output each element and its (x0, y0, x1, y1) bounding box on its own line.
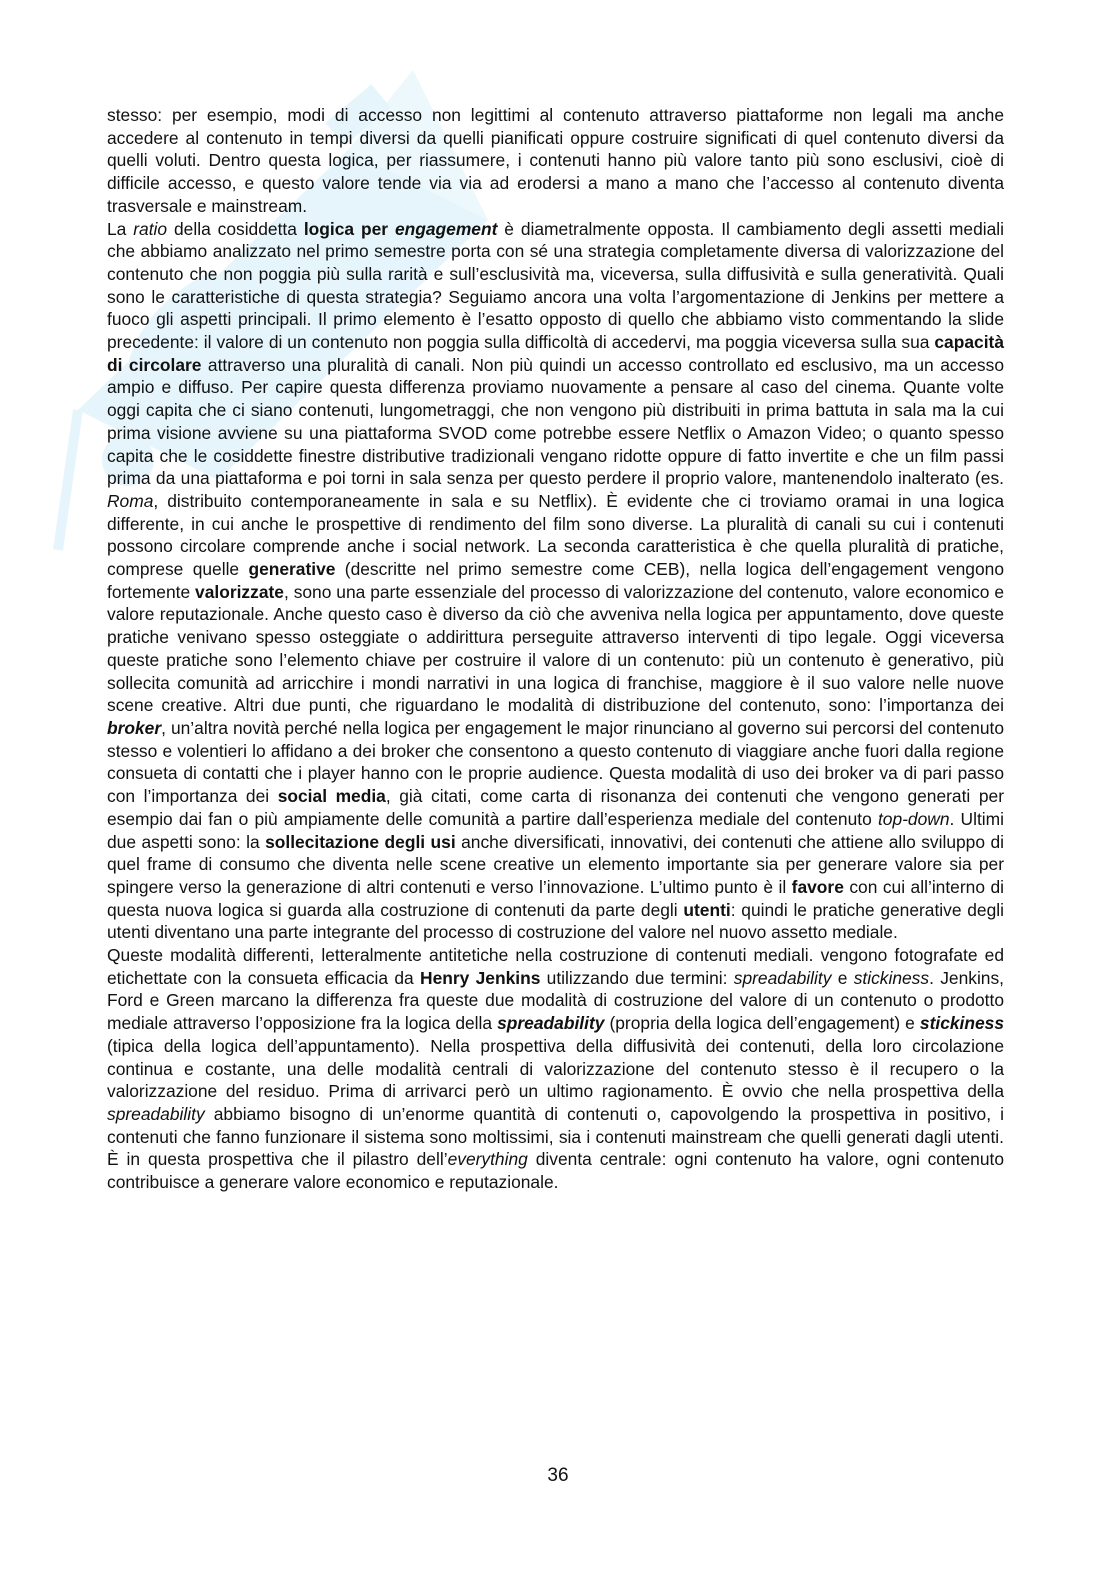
italic-text: stickiness (853, 967, 930, 988)
paragraph (107, 218, 1004, 945)
text-run: attraverso una pluralità di canali. Non più quindi un accesso controllato ed esclusivo, ma un accesso ampio e diffuso. Per capire questa differenza proviamo nuovamente a pensare al caso del cinema. Quante volte oggi capita che ci siano contenuti, lungometraggi, che non vengono più distribuiti in prima battuta in sala ma la cui prima visione avviene su una piattaforma SVOD come potrebbe essere Netflix o Amazon Video; o quanto spesso capita che le cosiddette finestre distributive tradizionali vengano ridotte oppure di fatto invertite e che un film passi prima da una piattaforma e poi torni in sala senza per questo perdere il proprio valore, mantenendolo inalterato (es. (107, 354, 1004, 489)
text-run: . Ultimi due aspetti sono: la (107, 808, 1004, 852)
text-run: con cui all’interno di questa nuova logica si guarda alla costruzione di contenuti da parte degli (107, 876, 1004, 920)
text-run: (propria della logica dell’engagement) e (604, 1013, 920, 1034)
text-run: e (831, 967, 854, 988)
text-run: diventa centrale: ogni contenuto ha valore, ogni contenuto contribuisce a generare valore economico e reputazionale. (107, 1149, 1004, 1193)
text-run: anche diversificati, innovativi, dei contenuti che attiene allo sviluppo di quel frame di consumo che diventa nelle scene creative un elemento importante sia per generare valore sia per spingere verso la generazione di altri contenuti e verso l’innovazione. L’ultimo punto è il (107, 831, 1004, 897)
bold-text: social media (277, 786, 386, 807)
bold-text: utenti (683, 899, 731, 920)
text-run: . Jenkins, Ford e Green marcano la differenza fra queste due modalità di costruzione del valore di un contenuto o prodotto mediale attraverso l’opposizione fra la logica della (107, 967, 1005, 1034)
paragraph (107, 944, 1004, 1194)
bold-italic-text: broker (107, 717, 162, 738)
bold-italic-text: spreadability (497, 1013, 605, 1034)
bold-text: generative (248, 559, 336, 580)
text-run: , già citati, come carta di risonanza dei contenuti che vengono generati per esempio dai fan o più ampiamente delle comunità a partire dall’esperienza mediale del contenuto (107, 786, 1004, 829)
text-run: , sono una parte essenziale del processo di valorizzazione del contenuto, valore economico e valore reputazionale. Anche questo caso è diverso da ciò che avveniva nella logica per appuntamento, dove queste pratiche venivano spesso osteggiate o addirittura perseguite attraverso interventi di tipo legale. Oggi viceversa queste pratiche sono l’elemento chiave per costruire il valore di un contenuto: più un contenuto è generativo, più sollecita comunità ad arricchire i mondi narrativi in una logica di franchise, maggiore è il suo valore nelle nuove scene creative. Altri due punti, che riguardano le modalità di distribuzione del contenuto, sono: l’importanza dei (107, 581, 1005, 716)
bold-text: favore (791, 876, 844, 897)
italic-text: everything (447, 1149, 528, 1170)
italic-text: spreadability (733, 967, 832, 988)
text-run: stesso: per esempio, modi di accesso non legittimi al contenuto attraverso piattaforme non legali ma anche accedere al contenuto in tempi diversi da quelli pianificati oppure costruire significati di quel contenuto diversi da quelli voluti. Dentro questa logica, per riassumere, i contenuti hanno più valore tanto più sono esclusivi, cioè di difficile accesso, e questo valore tende via via ad erodersi a mano a mano che l’accesso al contenuto diventa trasversale e mainstream. (107, 105, 1004, 216)
document-body (107, 104, 1004, 1194)
text-run: abbiamo bisogno di un’enorme quantità di contenuti o, capovolgendo la prospettiva in positivo, i contenuti che fanno funzionare il sistema sono moltissimi, sia i contenuti mainstream che quelli generati dagli utenti. È in questa prospettiva che il pilastro dell’ (107, 1103, 1004, 1170)
bold-text: logica per (303, 218, 395, 239)
italic-text: spreadability (107, 1103, 205, 1124)
text-run: , un’altra novità perché nella logica per engagement le major rinunciano al governo sui percorsi del contenuto stesso e volentieri lo affidano a dei broker che consentono a questo contenuto di viaggiare anche fuori dalla regione consueta di contatti che i player hanno con le proprie audience. Questa modalità di uso dei broker va di pari passo con l’importanza dei (107, 717, 1004, 807)
text-run: della cosiddetta (167, 218, 304, 239)
bold-text: Henry Jenkins (420, 967, 541, 988)
text-run: utilizzando due termini: (540, 967, 734, 988)
italic-text: ratio (133, 218, 168, 239)
italic-text: top-down (877, 808, 950, 829)
text-run: , distribuito contemporaneamente in sala e su Netflix). È evidente che ci troviamo oramai in una logica differente, in cui anche le prospettive di rendimento del film sono diverse. La pluralità di canali su cui i contenuti possono circolare comprende anche i social network. La seconda caratteristica è che quella pluralità di pratiche, comprese quelle (107, 490, 1004, 580)
text-run: : quindi le pratiche generative degli utenti diventano una parte integrante del processo di costruzione del valore nel nuovo assetto mediale. (107, 899, 1005, 943)
text-run: Queste modalità differenti, letteralmente antitetiche nella costruzione di contenuti mediali. vengono fotografate ed etichettate con la consueta efficacia da (107, 945, 1004, 988)
bold-text: capacità di circolare (107, 332, 1004, 375)
bold-text: sollecitazione degli usi (265, 831, 456, 852)
bold-text: valorizzate (195, 581, 284, 602)
italic-text: Roma (107, 490, 154, 511)
bold-italic-text: engagement (394, 218, 498, 239)
bold-italic-text: stickiness (919, 1013, 1005, 1034)
paragraph (107, 104, 1004, 218)
text-run: (descritte nel primo semestre come CEB), nella logica dell’engagement vengono fortemente (107, 559, 1004, 602)
text-run: La (107, 218, 134, 239)
page-number: 36 (547, 1465, 569, 1486)
text-run: (tipica della logica dell’appuntamento). Nella prospettiva della diffusività dei contenuti, della loro circolazione continua e costante, una delle modalità centrali di valorizzazione del contenuto stesso è il recupero o la valorizzazione del residuo. Prima di arrivarci però un ultimo ragionamento. È ovvio che nella prospettiva della (107, 1035, 1004, 1102)
text-run: è diametralmente opposta. Il cambiamento degli assetti mediali che abbiamo analizzato nel primo semestre porta con sé una strategia completamente diversa di valorizzazione del contenuto che non poggia più sulla rarità e sull’esclusività ma, viceversa, sulla diffusività e sulla generatività. Quali sono le caratteristiche di questa strategia? Seguiamo ancora una volta l’argomentazione di Jenkins per mettere a fuoco gli aspetti principali. Il primo elemento è l’esatto opposto di quello che abbiamo visto commentando la slide precedente: il valore di un contenuto non poggia sulla difficoltà di accedervi, ma poggia viceversa sulla sua (107, 218, 1004, 353)
